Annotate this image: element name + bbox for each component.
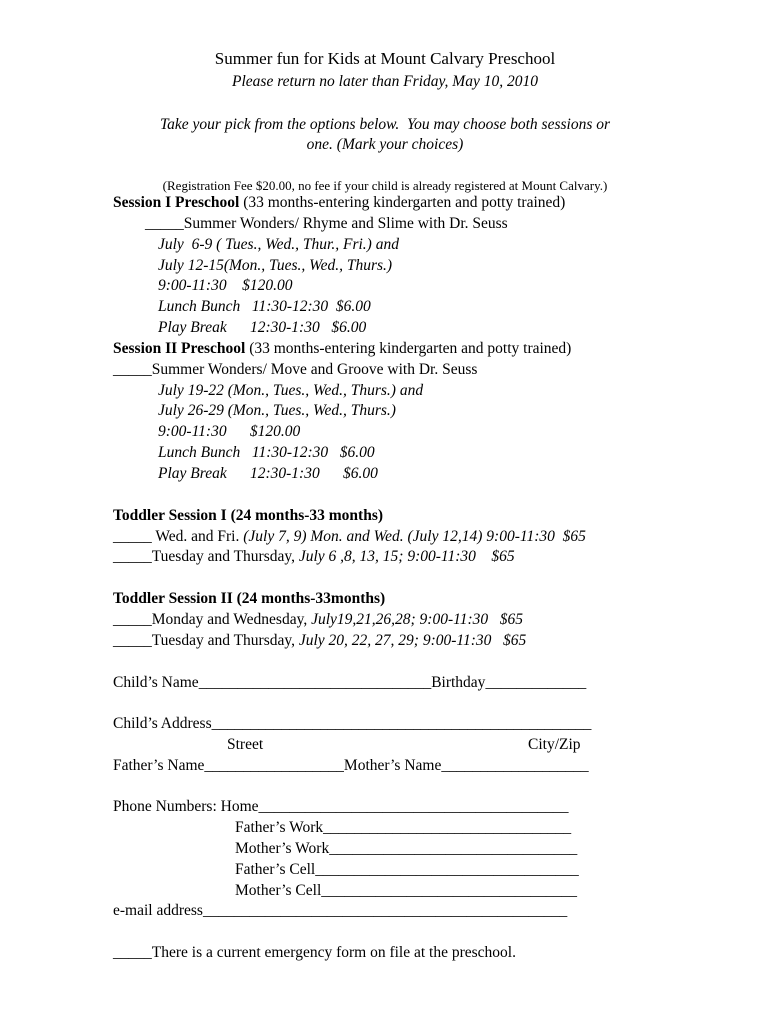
session-1-dates-2: July 12-15(Mon., Tues., Wed., Thurs.) [158,257,393,274]
session-1-option [145,215,508,233]
return-deadline: Please return no later than Friday, May 10, 2010 [232,73,538,90]
father-work-label: Father’s Work [235,819,324,836]
child-address-row [113,715,591,733]
session-1-requirements: (33 months-entering kindergarten and potty trained) [239,194,566,211]
father-cell-label: Father’s Cell [235,861,316,878]
mother-work-label: Mother’s Work [235,840,330,857]
child-address-field[interactable]: _________________________________________________ [211,715,592,732]
session-2-time-price: 9:00-11:30 $120.00 [158,423,301,440]
toddler-1-option-2-blank[interactable]: _____ [113,548,152,565]
phone-numbers-label: Phone Numbers: Home [113,798,259,815]
mother-cell-field[interactable]: _________________________________ [321,882,577,899]
toddler-2-option-2-blank[interactable]: _____ [113,632,152,649]
father-work-field[interactable]: ________________________________ [323,819,572,836]
session-2-requirements: (33 months-entering kindergarten and potty trained) [245,340,572,357]
toddler-2-option-2 [113,632,526,650]
toddler-1-option-2-detail: July 6 ,8, 13, 15; 9:00-11:30 $65 [298,548,515,565]
registration-fee-note: (Registration Fee $20.00, no fee if your child is already registered at Mount Calvary.) [162,178,608,193]
parent-names-row [113,757,589,775]
session-1-option-title: Summer Wonders/ Rhyme and Slime with Dr. Seuss [183,215,508,232]
father-cell-field-tail[interactable]: __ [563,861,579,878]
toddler-2-option-1-blank[interactable]: _____ [113,611,152,628]
birthday-label: Birthday [431,674,486,691]
session-2-play-break: Play Break 12:30-1:30 $6.00 [158,465,378,482]
phone-home-field[interactable]: ________________________________________ [258,798,569,815]
session-1-lunch-bunch: Lunch Bunch 11:30-12:30 $6.00 [158,298,371,315]
session-1-play-break: Play Break 12:30-1:30 $6.00 [158,319,367,336]
session-2-heading: Session II Preschool [113,340,246,357]
phone-home-row [113,798,569,816]
father-cell-field[interactable]: ________________________________ [315,861,564,878]
mother-work-field[interactable]: ________________________________ [329,840,578,857]
session-2-heading-line [113,340,571,358]
street-label: Street [227,736,264,753]
toddler-2-option-2-days: Tuesday and Thursday, [151,632,299,649]
session-1-time-price: 9:00-11:30 $120.00 [158,277,293,294]
email-field[interactable]: _______________________________________________ [202,902,568,919]
mother-name-field[interactable]: ___________________ [441,757,589,774]
father-name-field[interactable]: __________________ [204,757,344,774]
father-cell-row [235,861,579,879]
email-row [113,902,567,920]
instructions-line-1: Take your pick from the options below. You may choose both sessions or [159,116,611,133]
mother-cell-label: Mother’s Cell [235,882,322,899]
session-1-choice-blank[interactable]: _____ [145,215,184,232]
session-1-heading: Session I Preschool [113,194,240,211]
toddler-2-option-1-detail: July19,21,26,28; 9:00-11:30 $65 [311,611,524,628]
city-zip-label: City/Zip [528,736,581,753]
toddler-1-option-1-blank[interactable]: _____ [113,528,152,545]
session-2-dates-1: July 19-22 (Mon., Tues., Wed., Thurs.) and [158,382,424,399]
toddler-1-option-1-days: Wed. and Fri. [151,528,244,545]
toddler-2-option-1 [113,611,523,629]
toddler-1-heading: Toddler Session I (24 months-33 months) [113,507,384,524]
child-name-field[interactable]: ______________________________ [198,674,432,691]
toddler-2-heading: Toddler Session II (24 months-33months) [113,590,386,607]
toddler-2-option-2-detail: July 20, 22, 27, 29; 9:00-11:30 $65 [298,632,527,649]
email-label: e-mail address [113,902,203,919]
toddler-1-option-2-days: Tuesday and Thursday, [151,548,299,565]
toddler-1-option-1 [113,528,586,546]
session-2-lunch-bunch: Lunch Bunch 11:30-12:30 $6.00 [158,444,375,461]
father-name-label: Father’s Name [113,757,205,774]
toddler-1-option-1-detail: (July 7, 9) Mon. and Wed. (July 12,14) 9:00-11:30 $65 [243,528,586,545]
instructions-line-2: one. (Mark your choices) [306,136,464,153]
mother-cell-row [235,882,577,900]
child-address-label: Child’s Address [113,715,212,732]
toddler-1-option-2 [113,548,515,566]
session-2-option [113,361,477,379]
emergency-form-text: There is a current emergency form on file at the preschool. [151,944,516,961]
emergency-form-row [113,944,516,962]
birthday-field[interactable]: _____________ [485,674,587,691]
session-2-choice-blank[interactable]: _____ [113,361,152,378]
mother-work-row [235,840,577,858]
session-1-heading-line [113,194,565,212]
father-work-row [235,819,571,837]
page-title: Summer fun for Kids at Mount Calvary Preschool [214,49,556,68]
session-1-dates-1: July 6-9 ( Tues., Wed., Thur., Fri.) and [158,236,399,253]
emergency-form-blank[interactable]: _____ [113,944,152,961]
child-name-row [113,674,586,692]
toddler-2-option-1-days: Monday and Wednesday, [151,611,312,628]
session-2-option-title: Summer Wonders/ Move and Groove with Dr. Seuss [151,361,478,378]
child-name-label: Child’s Name [113,674,199,691]
mother-name-label: Mother’s Name [343,757,442,774]
session-2-dates-2: July 26-29 (Mon., Tues., Wed., Thurs.) [158,402,396,419]
